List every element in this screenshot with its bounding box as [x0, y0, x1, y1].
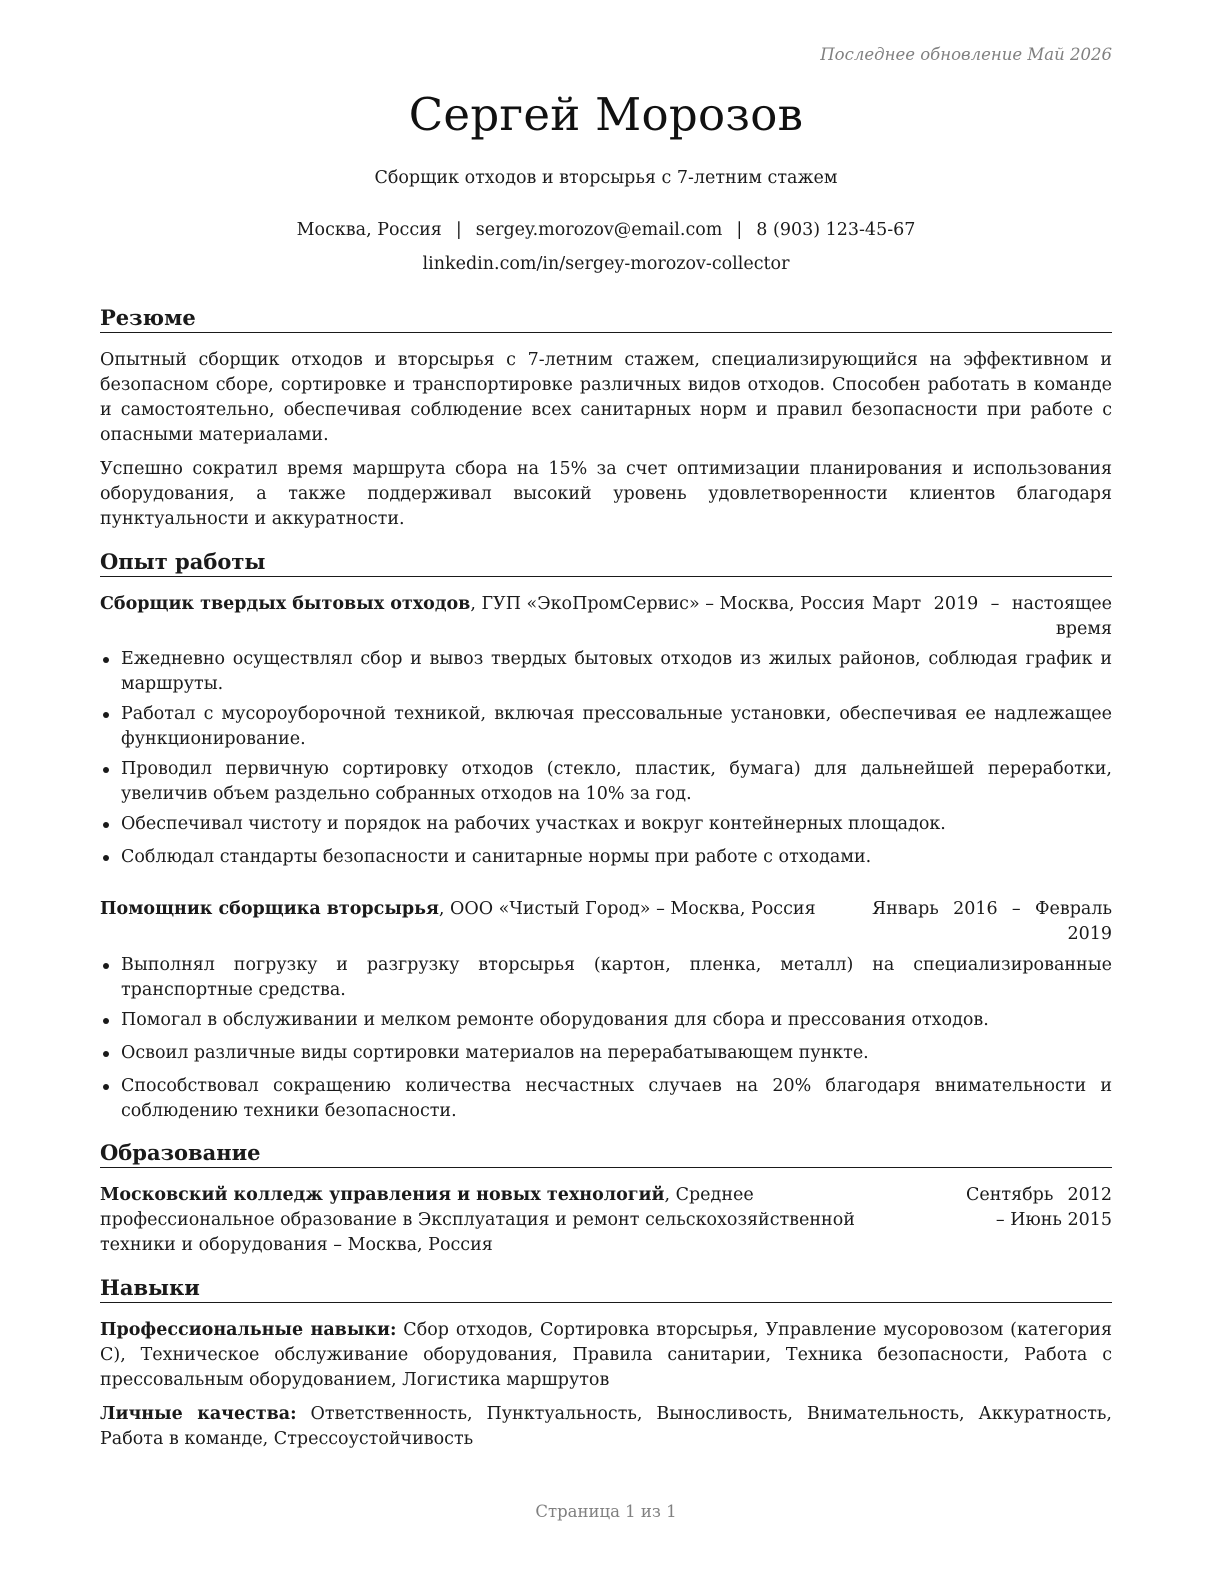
bullet-icon [103, 657, 109, 663]
bullet-icon [103, 963, 109, 969]
job-title-line [100, 592, 865, 617]
linkedin-link[interactable]: linkedin.com/in/sergey-morozov-collector [422, 254, 790, 274]
section-title-experience: Опыт работы [100, 549, 1112, 577]
bullet-text: Выполнял погрузку и разгрузку вторсырья (картон, пленка, металл) на специализированные транспортные средства. [121, 955, 1112, 1000]
bullet-icon [103, 822, 109, 828]
education-details: , Среднее профессиональное образование в Эксплуатация и ремонт сельскохозяйственной техники и оборудования – Москва, Россия [100, 1185, 855, 1255]
job-bullets [100, 953, 1112, 1129]
skills-professional-label: Профессиональные навыки: [100, 1320, 397, 1340]
summary-paragraph-1: Опытный сборщик отходов и вторсырья с 7-летним стажем, специализирующийся на эффективном и безопасном сборе, сортировке и транспортировке различных видов отходов. Способен работать в команде и самостоятельно, обеспечивая соблюдение всех санитарных норм и правил безопасности при работе с опасными материалами. [100, 350, 1112, 445]
bullet-text: Соблюдал стандарты безопасности и санитарные нормы при работе с отходами. [121, 847, 872, 867]
contact-separator: | [736, 220, 743, 240]
list-item [100, 812, 1112, 837]
last-updated: Последнее обновление Май 2026 [820, 45, 1112, 64]
job-title-line [100, 897, 816, 922]
section-title-education: Образование [100, 1140, 1112, 1168]
section-title-summary: Резюме [100, 305, 1112, 333]
bullet-icon [103, 767, 109, 773]
bullet-text: Ежедневно осуществлял сбор и вывоз твердых бытовых отходов из жилых районов, соблюдая график и маршруты. [121, 649, 1112, 694]
list-item [100, 757, 1112, 807]
bullet-text: Работал с мусороуборочной техникой, включая прессовальные установки, обеспечивая ее надлежащее функционирование. [121, 704, 1112, 749]
list-item [100, 647, 1112, 697]
job-position: Сборщик твердых бытовых отходов [100, 594, 471, 614]
list-item [100, 1041, 1112, 1066]
contact-location: Москва, Россия [296, 220, 442, 240]
bullet-icon [103, 1018, 109, 1024]
skills-personal-list: Ответственность, Пунктуальность, Выносливость, Внимательность, Аккуратность, Работа в команде, Стрессоустойчивость [100, 1404, 1112, 1449]
job-dates: Март 2019 – настоящее время [872, 594, 1112, 639]
list-item [100, 702, 1112, 752]
bullet-text: Помогал в обслуживании и мелком ремонте оборудования для сбора и прессования отходов. [121, 1010, 989, 1030]
list-item [100, 953, 1112, 1003]
section-title-skills: Навыки [100, 1275, 1112, 1303]
list-item [100, 1074, 1112, 1124]
education-entry [100, 1183, 880, 1258]
list-item [100, 1008, 1112, 1033]
job-company: , ООО «Чистый Город» – Москва, Россия [438, 899, 816, 919]
page-number: Страница 1 из 1 [535, 1502, 677, 1521]
summary-paragraph-2: Успешно сократил время маршрута сбора на 15% за счет оптимизации планирования и использования оборудования, а также поддерживал высокий уровень удовлетворенности клиентов благодаря пунктуальности и аккуратности. [100, 459, 1112, 529]
skills-personal-label: Личные качества: [100, 1404, 297, 1424]
bullet-text: Проводил первичную сортировку отходов (стекло, пластик, бумага) для дальнейшей переработки, увеличив объем раздельно собранных отходов на 10% за год. [121, 759, 1112, 804]
contact-line [100, 220, 1112, 240]
bullet-icon [103, 712, 109, 718]
job-bullets [100, 647, 1112, 875]
job-dates: Январь 2016 – Февраль 2019 [872, 899, 1112, 944]
candidate-tagline: Сборщик отходов и вторсырья с 7-летним стажем [374, 168, 838, 188]
bullet-icon [103, 855, 109, 861]
bullet-text: Освоил различные виды сортировки материалов на перерабатывающем пункте. [121, 1043, 869, 1063]
job-company: , ГУП «ЭкоПромСервис» – Москва, Россия [470, 594, 865, 614]
candidate-name: Сергей Морозов [408, 88, 804, 141]
list-item [100, 845, 1112, 870]
resume-page [100, 0, 1112, 1584]
job-position: Помощник сборщика вторсырья [100, 899, 439, 919]
education-school: Московский колледж управления и новых технологий [100, 1185, 665, 1205]
bullet-text: Способствовал сокращению количества несчастных случаев на 20% благодаря внимательности и соблюдению техники безопасности. [121, 1076, 1112, 1121]
education-dates: Сентябрь 2012 – Июнь 2015 [966, 1185, 1112, 1230]
skills-personal [100, 1402, 1112, 1452]
skills-professional-list: Сбор отходов, Сортировка вторсырья, Управление мусоровозом (категория C), Техническое обслуживание оборудования, Правила санитарии, Техника безопасности, Работа с прессовальным оборудованием, Логистика маршрутов [100, 1320, 1112, 1390]
skills-professional [100, 1318, 1112, 1393]
contact-phone: 8 (903) 123-45-67 [756, 220, 916, 240]
bullet-icon [103, 1084, 109, 1090]
contact-separator: | [455, 220, 462, 240]
contact-email[interactable]: sergey.morozov@email.com [475, 220, 723, 240]
bullet-icon [103, 1051, 109, 1057]
bullet-text: Обеспечивал чистоту и порядок на рабочих участках и вокруг контейнерных площадок. [121, 814, 946, 834]
